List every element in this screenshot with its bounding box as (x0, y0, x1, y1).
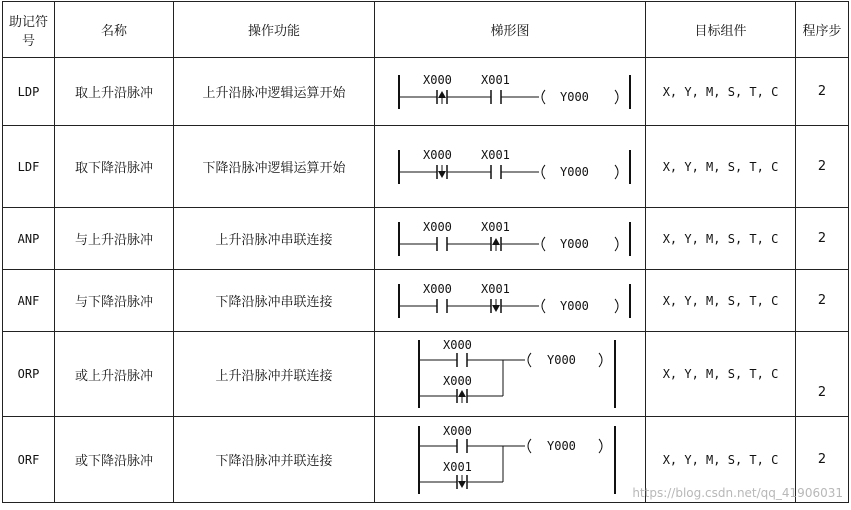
mnemonic-cell: ORF (3, 417, 55, 503)
function-cell: 上升沿脉冲串联连接 (174, 208, 375, 270)
targets-cell: X, Y, M, S, T, C (646, 126, 796, 208)
table-row (3, 270, 849, 332)
table-row (3, 332, 849, 417)
contact-label: X000 (443, 338, 472, 352)
watermark: https://blog.csdn.net/qq_41906031 (632, 486, 843, 500)
contact-label: X000 (423, 72, 452, 87)
ladder-cell (375, 332, 646, 417)
ladder-diagram (385, 142, 635, 192)
function-cell: 上升沿脉冲并联连接 (174, 332, 375, 417)
ladder-diagram (385, 214, 635, 264)
table-row (3, 126, 849, 208)
coil-label: Y000 (560, 89, 589, 104)
function-cell: 上升沿脉冲逻辑运算开始 (174, 58, 375, 126)
name-cell: 或下降沿脉冲 (55, 417, 174, 503)
targets-cell: X, Y, M, S, T, C (646, 270, 796, 332)
contact-label: X000 (443, 423, 472, 438)
contact-label: X000 (443, 374, 472, 388)
falling-edge-icon (492, 305, 500, 312)
contact-label: X000 (423, 147, 452, 162)
ladder-cell (375, 417, 646, 503)
ladder-diagram (385, 67, 635, 117)
header-name: 名称 (55, 2, 174, 58)
steps-cell: 2 (796, 270, 849, 332)
contact-label: X001 (481, 72, 510, 87)
coil-label: Y000 (547, 353, 576, 367)
coil-label: Y000 (560, 298, 589, 313)
steps-cell: 2 (796, 332, 849, 417)
header-function: 操作功能 (174, 2, 375, 58)
targets-cell: X, Y, M, S, T, C (646, 58, 796, 126)
mnemonic-cell: LDF (3, 126, 55, 208)
function-cell: 下降沿脉冲串联连接 (174, 270, 375, 332)
contact-label: X001 (481, 281, 510, 296)
mnemonic-cell: LDP (3, 58, 55, 126)
mnemonic-cell: ORP (3, 332, 55, 417)
header-row (3, 2, 849, 58)
instruction-table (2, 1, 849, 503)
steps-cell: 2 (796, 417, 849, 503)
steps-cell: 2 (796, 126, 849, 208)
ladder-cell (375, 126, 646, 208)
header-ladder: 梯形图 (375, 2, 646, 58)
header-mnemonic: 助记符号 (3, 2, 55, 58)
name-cell: 与下降沿脉冲 (55, 270, 174, 332)
contact-label: X001 (481, 147, 510, 162)
coil-label: Y000 (560, 236, 589, 251)
contact-label: X000 (423, 219, 452, 234)
rising-edge-icon (458, 390, 466, 397)
table-row (3, 58, 849, 126)
targets-cell: X, Y, M, S, T, C (646, 417, 796, 503)
ladder-cell (375, 58, 646, 126)
name-cell: 或上升沿脉冲 (55, 332, 174, 417)
falling-edge-icon (458, 481, 466, 488)
rising-edge-icon (438, 91, 446, 98)
name-cell: 取下降沿脉冲 (55, 126, 174, 208)
contact-label: X001 (443, 459, 472, 474)
steps-cell: 2 (796, 58, 849, 126)
contact-label: X001 (481, 219, 510, 234)
function-cell: 下降沿脉冲并联连接 (174, 417, 375, 503)
function-cell: 下降沿脉冲逻辑运算开始 (174, 126, 375, 208)
rising-edge-icon (492, 238, 500, 245)
targets-cell: X, Y, M, S, T, C (646, 332, 796, 417)
table-row (3, 208, 849, 270)
mnemonic-cell: ANP (3, 208, 55, 270)
contact-label: X000 (423, 281, 452, 296)
name-cell: 与上升沿脉冲 (55, 208, 174, 270)
header-targets: 目标组件 (646, 2, 796, 58)
coil-label: Y000 (560, 164, 589, 179)
ladder-diagram (385, 334, 635, 414)
ladder-cell (375, 270, 646, 332)
targets-cell: X, Y, M, S, T, C (646, 208, 796, 270)
steps-cell: 2 (796, 208, 849, 270)
header-steps: 程序步 (796, 2, 849, 58)
name-cell: 取上升沿脉冲 (55, 58, 174, 126)
coil-label: Y000 (547, 438, 576, 453)
ladder-cell (375, 208, 646, 270)
mnemonic-cell: ANF (3, 270, 55, 332)
ladder-diagram (385, 276, 635, 326)
falling-edge-icon (438, 171, 446, 178)
ladder-diagram (385, 420, 635, 500)
